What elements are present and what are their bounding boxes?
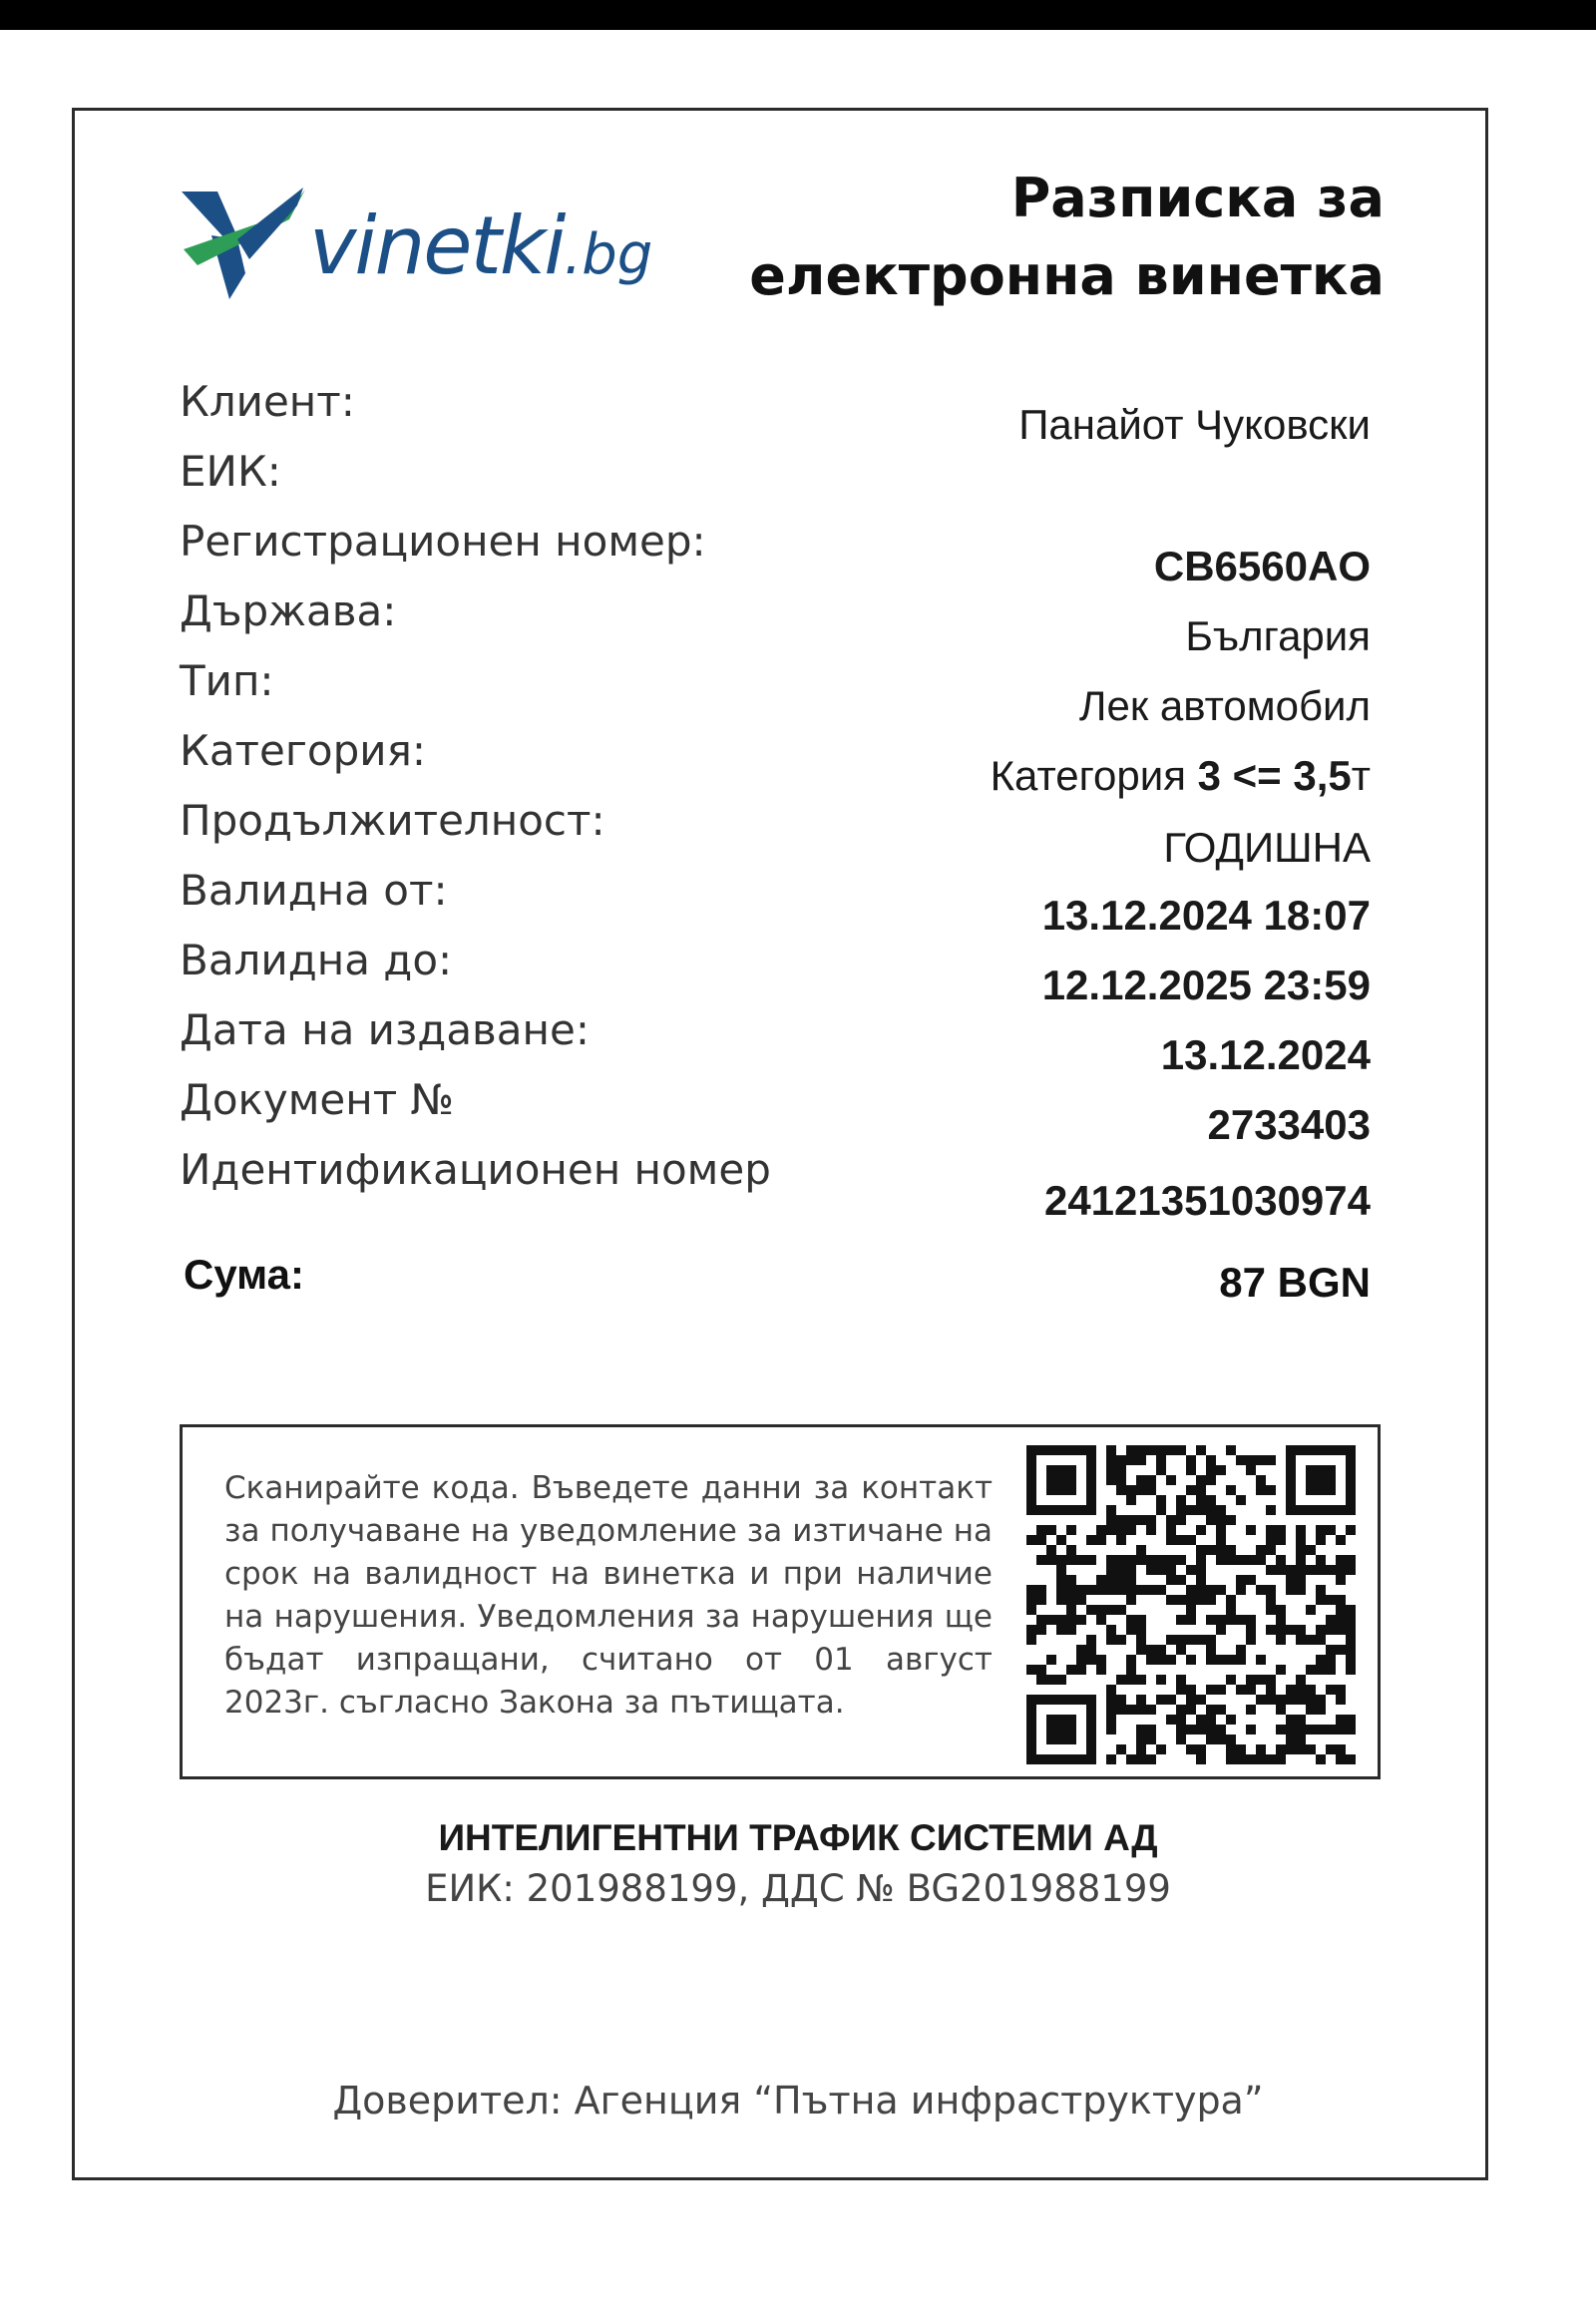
id-number-label: Идентификационен номер [180, 1145, 771, 1194]
country-value: България [1185, 612, 1371, 659]
category-value-suffix: т [1351, 752, 1371, 799]
registration-label: Регистрационен номер: [180, 517, 706, 566]
amount-value: 87 BGN [1219, 1259, 1371, 1306]
type-label: Тип: [180, 656, 274, 705]
category-value [991, 752, 1371, 800]
valid-to-label: Валидна до: [180, 936, 453, 984]
logo-mark-icon [178, 180, 307, 309]
client-label: Клиент: [180, 377, 355, 426]
document-title-line2: електронна винетка [749, 244, 1385, 307]
category-value-bold: 3 <= 3,5 [1197, 752, 1352, 799]
qr-code-icon[interactable] [1026, 1445, 1356, 1764]
category-value-prefix: Категория [990, 752, 1198, 799]
registration-value: CB6560AO [1153, 543, 1371, 589]
category-label: Категория: [180, 726, 426, 775]
company-ids: ЕИК: 201988199, ДДС № BG201988199 [425, 1867, 1171, 1910]
document-no-label: Документ № [180, 1075, 455, 1124]
notice-box [180, 1424, 1381, 1779]
country-label: Държава: [180, 586, 397, 635]
logo-wordmark [309, 199, 652, 292]
screen-top-bar [0, 0, 1596, 30]
valid-from-label: Валидна от: [180, 866, 448, 915]
document-title-line1: Разписка за [1010, 167, 1385, 229]
logo-tld: .bg [564, 222, 653, 287]
notice-text: Сканирайте кода. Въведете данни за контакт за получаване на уведомление за изтичане на срок на валидност на винетка и при наличие на нарушения. Уведомления за нарушения ще бъдат изпращани, считано от 01 август 2023г. съгласно Закона за пътищата. [224, 1470, 993, 1721]
logo-name: vinetki [309, 199, 565, 292]
vinetki-logo [178, 180, 656, 309]
issue-date-value: 13.12.2024 [1160, 1031, 1371, 1078]
company-name: ИНТЕЛИГЕНТНИ ТРАФИК СИСТЕМИ АД [438, 1817, 1158, 1858]
amount-label: Сума: [184, 1251, 304, 1298]
client-value: Панайот Чуковски [1018, 401, 1371, 448]
issue-date-label: Дата на издаване: [180, 1005, 590, 1054]
valid-to-value: 12.12.2025 23:59 [1041, 962, 1371, 1008]
duration-value: ГОДИШНА [1163, 824, 1371, 871]
eik-label: ЕИК: [180, 447, 281, 496]
type-value: Лек автомобил [1078, 682, 1371, 729]
trustor-line: Доверител: Агенция “Пътна инфраструктура” [332, 2079, 1264, 2122]
duration-label: Продължителност: [180, 796, 605, 845]
id-number-value: 24121351030974 [1043, 1177, 1371, 1224]
valid-from-value: 13.12.2024 18:07 [1041, 892, 1371, 939]
document-title [686, 160, 1385, 315]
document-no-value: 2733403 [1207, 1101, 1371, 1148]
